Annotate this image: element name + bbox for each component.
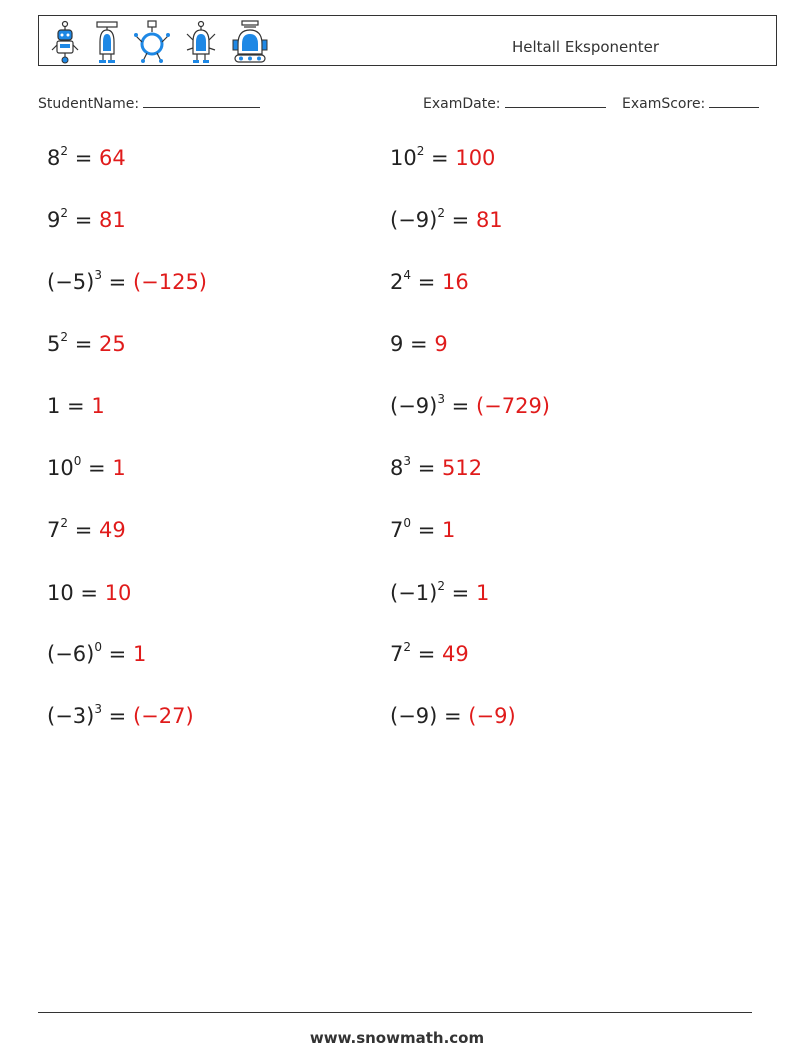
- problem-item: [47, 394, 105, 418]
- equals-sign: =: [403, 332, 435, 356]
- equals-sign: =: [73, 581, 105, 605]
- exam-date-blank[interactable]: [505, 93, 606, 108]
- problem-item: [390, 332, 448, 356]
- problem-item: [47, 456, 126, 480]
- page-title: Heltall Eksponenter: [512, 38, 660, 56]
- problem-exponent: 2: [60, 330, 69, 344]
- problem-answer: (−9): [468, 704, 516, 728]
- problem-item: [47, 208, 126, 232]
- problem-base: 10: [47, 581, 74, 605]
- footer-divider: [38, 1012, 752, 1013]
- problem-exponent: 3: [403, 454, 412, 468]
- problem-exponent: 3: [94, 268, 102, 282]
- exam-score-field: [622, 93, 759, 112]
- problem-base: (−1): [390, 581, 438, 605]
- equals-sign: =: [101, 270, 133, 294]
- equals-sign: =: [444, 581, 476, 605]
- problem-base: 7: [390, 518, 404, 542]
- problem-base: (−9): [390, 208, 438, 232]
- problem-exponent: 3: [437, 392, 445, 406]
- problem-answer: 1: [91, 394, 105, 418]
- robot-2-icon: [94, 20, 120, 64]
- student-name-blank[interactable]: [143, 93, 260, 108]
- problem-item: [390, 146, 495, 170]
- problem-exponent: 2: [403, 640, 412, 654]
- exam-date-label: ExamDate:: [423, 96, 501, 112]
- problem-item: [47, 332, 126, 356]
- problem-item: [47, 642, 146, 666]
- problem-base: 10: [47, 456, 74, 480]
- equals-sign: =: [424, 146, 456, 170]
- footer-url: www.snowmath.com: [309, 1029, 485, 1047]
- problem-answer: 81: [98, 208, 126, 232]
- problem-answer: 1: [441, 518, 456, 542]
- problem-base: 9: [390, 332, 404, 356]
- problem-exponent: 2: [60, 206, 69, 220]
- problem-base: 8: [390, 456, 404, 480]
- problem-answer: 1: [112, 456, 126, 480]
- problem-base: (−6): [47, 642, 95, 666]
- problem-exponent: 0: [403, 516, 412, 530]
- equals-sign: =: [101, 704, 133, 728]
- problem-item: [390, 456, 482, 480]
- equals-sign: =: [68, 518, 99, 542]
- problem-answer: 9: [434, 332, 448, 356]
- equals-sign: =: [444, 208, 476, 232]
- problem-answer: 49: [441, 642, 469, 666]
- problem-answer: 25: [98, 332, 126, 356]
- equals-sign: =: [411, 518, 442, 542]
- problem-base: 2: [390, 270, 404, 294]
- equals-sign: =: [411, 456, 442, 480]
- problem-answer: 512: [441, 456, 483, 480]
- problem-answer: (−729): [475, 394, 551, 418]
- exam-score-label: ExamScore:: [622, 96, 706, 112]
- problem-base: 9: [47, 208, 61, 232]
- equals-sign: =: [437, 704, 469, 728]
- robot-icons: [49, 19, 269, 65]
- problem-answer: 100: [455, 146, 496, 170]
- problem-item: [390, 581, 489, 605]
- problem-base: 7: [47, 518, 61, 542]
- problem-item: [390, 394, 550, 418]
- problem-base: (−9): [390, 704, 438, 728]
- problem-answer: 1: [132, 642, 147, 666]
- problem-item: [47, 704, 194, 728]
- problem-answer: (−125): [132, 270, 208, 294]
- problem-answer: 64: [98, 146, 126, 170]
- problem-item: [47, 518, 126, 542]
- exam-score-blank[interactable]: [709, 93, 759, 108]
- robot-1-icon: [49, 20, 81, 64]
- equals-sign: =: [444, 394, 476, 418]
- equals-sign: =: [68, 208, 99, 232]
- problem-base: (−9): [390, 394, 438, 418]
- equals-sign: =: [81, 456, 113, 480]
- problem-base: 1: [47, 394, 61, 418]
- problem-answer: 16: [441, 270, 469, 294]
- robot-5-icon: [231, 20, 269, 64]
- problem-base: (−3): [47, 704, 95, 728]
- problem-exponent: 3: [94, 702, 102, 716]
- problem-base: (−5): [47, 270, 95, 294]
- equals-sign: =: [68, 146, 99, 170]
- problem-item: [47, 581, 131, 605]
- exam-date-field: [423, 93, 606, 112]
- problem-exponent: 0: [73, 454, 82, 468]
- problem-item: [390, 270, 469, 294]
- problem-base: 8: [47, 146, 61, 170]
- problem-item: [390, 208, 503, 232]
- equals-sign: =: [68, 332, 99, 356]
- problem-answer: (−27): [132, 704, 194, 728]
- problem-answer: 1: [475, 581, 490, 605]
- robot-4-icon: [184, 20, 218, 64]
- equals-sign: =: [101, 642, 133, 666]
- problem-base: 10: [390, 146, 417, 170]
- student-name-field: [38, 93, 260, 112]
- problem-answer: 49: [98, 518, 126, 542]
- problem-base: 7: [390, 642, 404, 666]
- problem-exponent: 2: [437, 579, 445, 593]
- problem-item: [390, 704, 516, 728]
- problem-exponent: 2: [437, 206, 445, 220]
- problem-exponent: 4: [403, 268, 412, 282]
- equals-sign: =: [411, 642, 442, 666]
- problem-item: [47, 146, 126, 170]
- problem-exponent: 2: [60, 144, 69, 158]
- problem-item: [47, 270, 207, 294]
- problem-exponent: 2: [60, 516, 69, 530]
- problem-item: [390, 518, 455, 542]
- problem-answer: 10: [104, 581, 132, 605]
- equals-sign: =: [60, 394, 92, 418]
- problem-answer: 81: [475, 208, 503, 232]
- student-name-label: StudentName:: [38, 96, 140, 112]
- problem-item: [390, 642, 469, 666]
- problem-base: 5: [47, 332, 61, 356]
- equals-sign: =: [411, 270, 442, 294]
- problem-exponent: 0: [94, 640, 102, 654]
- robot-3-icon: [133, 20, 171, 64]
- problem-exponent: 2: [416, 144, 425, 158]
- header-box: [38, 15, 777, 66]
